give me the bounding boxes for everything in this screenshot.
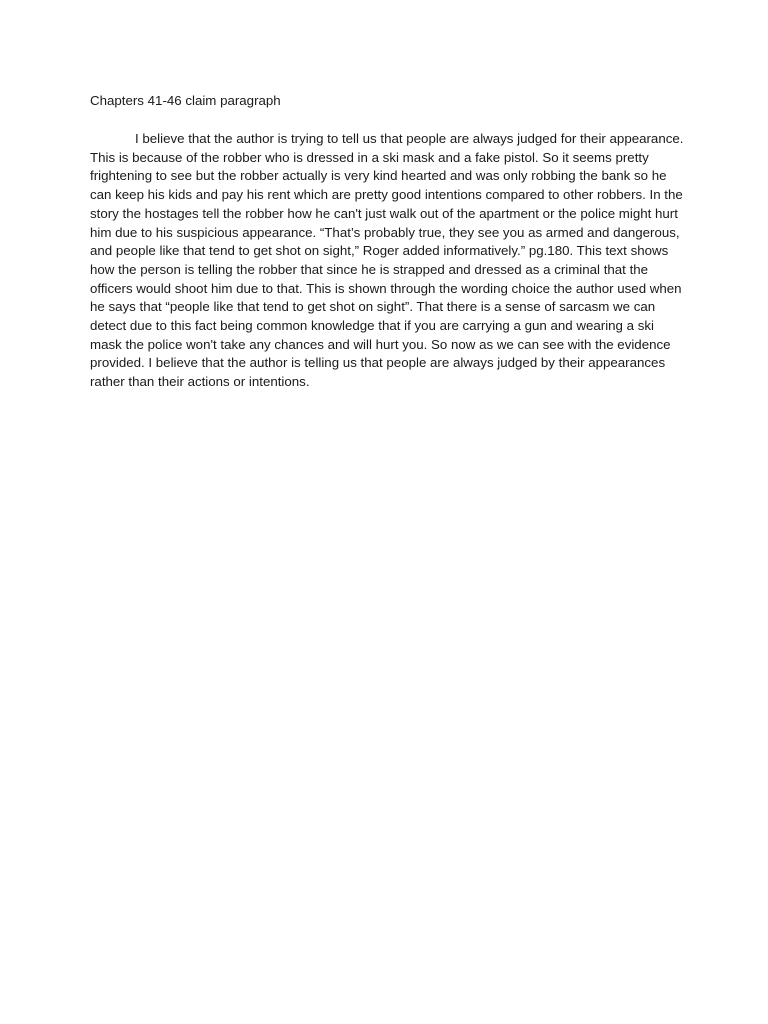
claim-paragraph: I believe that the author is trying to tell us that people are always judged for their appearance. This is because of the robber who is dressed in a ski mask and a fake pistol. So it seems pretty frightening to see but the robber actually is very kind hearted and was only robbing the bank so he can keep his kids and pay his rent which are pretty good intentions compared to other robbers. In the story the hostages tell the robber how he can't just walk out of the apartment or the police might hurt him due to his suspicious appearance. “That’s probably true, they see you as armed and dangerous, and people like that tend to get shot on sight,” Roger added informatively.” pg.180. This text shows how the person is telling the robber that since he is strapped and dressed as a criminal that the officers would shoot him due to that. This is shown through the wording choice the author used when he says that “people like that tend to get shot on sight”. That there is a sense of sarcasm we can detect due to this fact being common knowledge that if you are carrying a gun and wearing a ski mask the police won't take any chances and will hurt you. So now as we can see with the evidence provided. I believe that the author is telling us that people are always judged by their appearances rather than their actions or intentions. — [90, 131, 684, 390]
document-title: Chapters 41-46 claim paragraph — [90, 93, 281, 108]
